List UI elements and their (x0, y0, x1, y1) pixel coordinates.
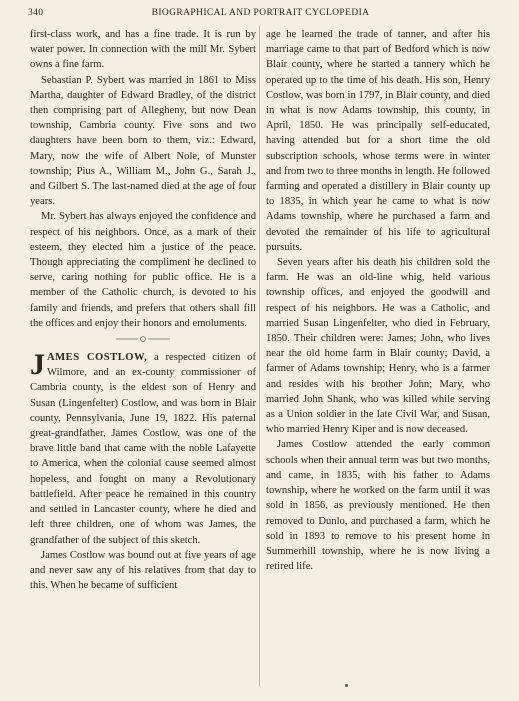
paragraph: age he learned the trade of tanner, and after his marriage came to that part of Bedford which is now Blair county, where he started a tannery which he operated up to the time of his death. His son, Henry Costlow, was born in 1797, in Blair county, and died in what is now Adams township, this county, in April, 1850. He was principally self-educated, having attended but for a short time the old subscription schools, whose terms were in winter and from two to three months in length. He followed farming and operated a distillery in Blair county up to 1835, in which year he came to what is now Adams township, where he purchased a farm and devoted the remainder of his life to agricultural pursuits. (266, 29, 490, 253)
column-divider (259, 26, 260, 686)
page-mark (345, 684, 348, 687)
drop-cap: J (30, 348, 45, 382)
paragraph: James Costlow was bound out at five years of age and never saw any of his relatives from that day to this. When he became of sufficient (30, 549, 256, 592)
paragraph: first-class work, and has a fine trade. It is run by water power. In connection with the mill Mr. Sybert owns a fine farm. (30, 29, 256, 71)
page-header (28, 8, 493, 22)
ornament-rule-icon (116, 335, 170, 343)
left-column (30, 27, 256, 593)
page-number: 340 (28, 8, 44, 18)
paragraph: Mr. Sybert has always enjoyed the confidence and respect of his neighbors. Once, as a mark of their esteem, they elected him a justice of the peace. Though appreciating the compliment he declined to serve, caring nothing for public office. He is a member of the Catholic church, is devoted to his family and friends, and prefers that others shall fill the offices and enjoy their honors and emoluments. (30, 211, 256, 329)
biography-james-costlow (30, 350, 256, 593)
running-title: BIOGRAPHICAL AND PORTRAIT CYCLOPEDIA (151, 8, 370, 18)
paragraph: Seven years after his death his children sold the farm. He was an old-line whig, held various township offices, and enjoyed the goodwill and respect of his neighbors. He was a Catholic, and married Susan Lingenfelter, who died in February, 1850. Their children were: James; John, who lives near the old home farm in Blair county; David, a farmer of Adams township; Henry, who is a farmer and resides with his brother John; Mary, who married John Shank, who was killed while serving as a Union soldier in the late Civil War, and Susan, who married Henry Kiper and is now deceased. (266, 257, 490, 436)
section-separator-ornament (30, 334, 256, 344)
biography-subject-name: AMES COSTLOW, (47, 352, 148, 364)
paragraph: James Costlow attended the early common schools when their annual term was but two months, and came, in 1835, with his father to Adams township, where he worked on the farm until it was sold in 1856, as previously mentioned. He then removed to Dunlo, and purchased a farm, which he sold in 1893 to remove to his present home in Summerhill township, where he is now living a retired life. (266, 439, 490, 573)
biography-lead-paragraph (30, 350, 256, 548)
right-column (266, 27, 490, 574)
paragraph: Sebastian P. Sybert was married in 1861 to Miss Martha, daughter of Edward Bradley, of the district then comprising part of Allegheny, but now Dean township, Cambria county. Five sons and two daughters have been born to them, viz.: Edward, Mary, now the wife of Albert Nole, of Munster township; Pius A., William M., John G., Sarah J., and Gilbert S. The last-named died at the age of four years. (30, 74, 256, 208)
biography-lead-text: a respected citizen of Wilmore, and an ex-county commissioner of Cambria county, is the eldest son of Henry and Susan (Lingenfelter) Costlow, and was born in Blair county, Pennsylvania, June 19, 1822. His paternal great-grandfather, James Costlow, was one of the brave little band that came with the noble Lafayette to America, when the colonial cause seemed almost hopeless, and fought on many a Revolutionary battlefield. After peace he remained in this country and settled in Lancaster county, where he died and left three children, one of whom was James, the grandfather of the subject of this sketch. (30, 352, 256, 546)
